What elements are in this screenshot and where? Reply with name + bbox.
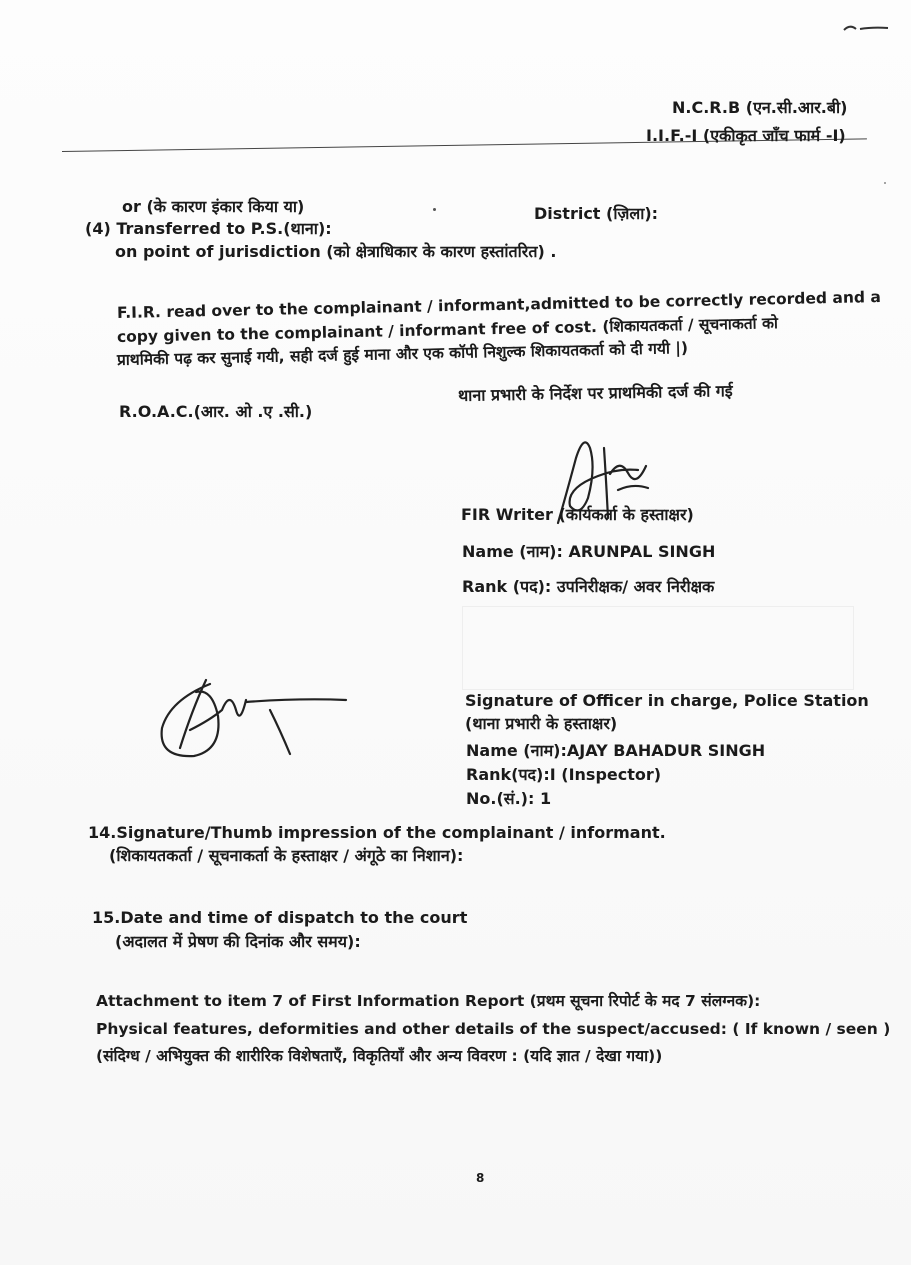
direction-note: थाना प्रभारी के निर्देश पर प्राथमिकी दर्ज की गई: [457, 381, 733, 405]
stray-dot: [433, 208, 436, 211]
fir-writer-label: FIR Writer (कार्यकर्ता के हस्ताक्षर): [461, 505, 694, 524]
attachment-line-2: Physical features, deformities and other details of the suspect/accused: ( If known / seen ): [96, 1020, 891, 1038]
item-15-title: 15.Date and time of dispatch to the court: [92, 908, 468, 927]
roac-label: R.O.A.C.(आर. ओ .ए .सी.): [119, 402, 313, 421]
attachment-line-1: Attachment to item 7 of First Information Report (प्रथम सूचना रिपोर्ट के मद 7 संलग्नक):: [96, 992, 761, 1010]
officer-number: No.(सं.): 1: [466, 789, 552, 808]
fir-writer-name: Name (नाम): ARUNPAL SINGH: [462, 542, 716, 561]
fir-read-line-2: copy given to the complainant / informant free of cost. (शिकायतकर्ता / सूचनाकर्ता को: [116, 314, 779, 346]
officer-rank: Rank(पद):I (Inspector): [466, 765, 662, 784]
officer-signature-label-hi: (थाना प्रभारी के हस्ताक्षर): [465, 714, 618, 733]
fir-writer-rank: Rank (पद): उपनिरीक्षक/ अवर निरीक्षक: [462, 577, 715, 596]
item-15-title-hi: (अदालत में प्रेषण की दिनांक और समय):: [115, 932, 361, 951]
item-14-title-hi: (शिकायतकर्ता / सूचनाकर्ता के हस्ताक्षर / अंगूठे का निशान):: [109, 846, 464, 865]
stray-dot-right: [884, 182, 886, 184]
fir-read-line-3: प्राथमिकी पढ़ कर सुनाई गयी, सही दर्ज हुई माना और एक कॉपी निशुल्क शिकायतकर्ता को दी गयी |): [116, 339, 689, 369]
corner-mark: [842, 20, 892, 36]
transferred-to-ps: (4) Transferred to P.S.(थाना):: [85, 219, 332, 238]
district-label: District (ज़िला):: [534, 204, 659, 223]
page-number: 8: [476, 1171, 485, 1185]
officer-signature-label: Signature of Officer in charge, Police Station: [465, 691, 869, 710]
item-14-title: 14.Signature/Thumb impression of the complainant / informant.: [88, 823, 666, 842]
header-ncrb: N.C.R.B (एन.सी.आर.बी): [672, 98, 848, 117]
attachment-line-3: (संदिग्ध / अभियुक्त की शारीरिक विशेषताएँ, विकृतियाँ और अन्य विवरण : (यदि ज्ञात / देखा गया)): [96, 1047, 663, 1065]
fir-read-line-1: F.I.R. read over to the complainant / informant,admitted to be correctly recorded and a: [116, 288, 882, 322]
officer-name: Name (नाम):AJAY BAHADUR SINGH: [466, 741, 766, 760]
refused-reason-line: or (के कारण इंकार किया या): [122, 197, 305, 216]
jurisdiction-line: on point of jurisdiction (को क्षेत्राधिकार के कारण हस्तांतरित) .: [115, 242, 557, 261]
officer-signature: [150, 670, 350, 770]
header-iif: I.I.F.-I (एकीकृत जाँच फार्म -I): [646, 126, 846, 145]
signature-box: [462, 606, 854, 690]
